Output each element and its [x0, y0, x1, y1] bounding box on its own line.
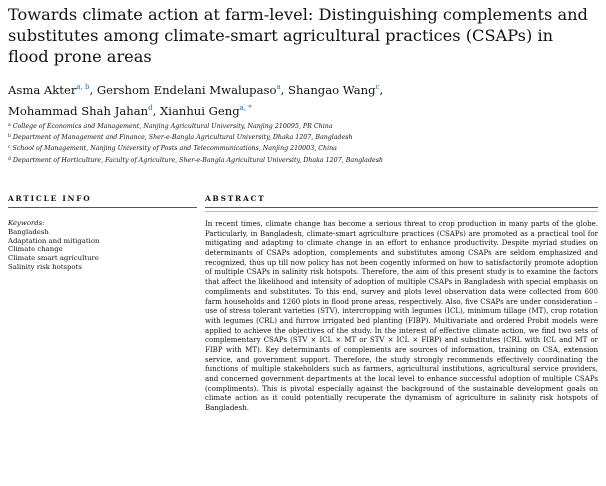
abstract-rule — [205, 207, 598, 208]
keyword-item: Bangladesh — [8, 227, 49, 236]
affiliation-text: Department of Management and Finance, Sher-e-Bangla Agricultural University, Dhaka 1207, Bangladesh — [12, 134, 353, 142]
author-affiliation-mark[interactable]: d — [148, 104, 153, 112]
author-affiliation-mark[interactable]: c — [375, 83, 380, 91]
affiliation-item — [8, 155, 598, 166]
author-3[interactable] — [8, 104, 153, 118]
author-name: Mohammad Shah Jahan — [8, 104, 149, 118]
author-0[interactable] — [8, 83, 89, 97]
affiliation-text: School of Management, Nanjing University of Posts and Telecommunications, Nanjing 210003, China — [12, 145, 337, 153]
affiliation-mark: a — [8, 123, 11, 128]
author-separator: , — [280, 83, 289, 97]
author-affiliation-mark[interactable]: a — [276, 83, 281, 91]
keyword-item: Climate change — [8, 245, 63, 254]
keywords-list — [8, 228, 197, 272]
author-4[interactable] — [160, 104, 252, 118]
affiliation-item — [8, 143, 598, 154]
author-affiliation-mark[interactable]: a, * — [239, 104, 252, 112]
affiliation-mark: b — [8, 134, 11, 140]
affiliation-text: Department of Horticulture, Faculty of Agriculture, Sher-e-Bangla Agricultural University, Dhaka 1207, Bangladesh — [12, 156, 383, 164]
abstract-subrule — [205, 211, 598, 212]
author-name: Shangao Wang — [288, 83, 376, 97]
article-info-rule — [8, 207, 197, 208]
keyword-item: Climate smart agriculture — [8, 254, 99, 263]
affiliation-mark: c — [8, 145, 11, 151]
author-1[interactable] — [97, 83, 281, 97]
affiliation-mark: d — [8, 156, 11, 162]
affiliation-text: College of Economics and Management, Nanjing Agricultural University, Nanjing 210095, PR China — [12, 123, 333, 130]
keywords-label: Keywords: — [8, 219, 45, 227]
author-separator: , — [152, 104, 160, 118]
author-list — [8, 78, 598, 120]
affiliation-list — [8, 121, 598, 166]
author-name: Gershom Endelani Mwalupaso — [96, 83, 277, 97]
affiliation-item — [8, 121, 598, 132]
affiliation-item — [8, 132, 598, 143]
keyword-item: Salinity risk hotspots — [8, 262, 82, 271]
author-name: Xianhui Geng — [159, 104, 240, 118]
author-affiliation-mark[interactable]: a, b — [76, 83, 90, 91]
keyword-item: Adaptation and mitigation — [8, 236, 100, 245]
abstract-heading: ABSTRACT — [205, 194, 266, 203]
author-separator: , — [379, 83, 384, 97]
author-2[interactable] — [288, 83, 379, 97]
author-name: Asma Akter — [8, 83, 77, 97]
keywords-block — [8, 219, 197, 272]
paper-title: Towards climate action at farm-level: Distinguishing complements and substitutes among climate-smart agricultural practices (CSAPs) in flood prone areas — [8, 5, 588, 66]
author-separator: , — [89, 83, 97, 97]
abstract-text: In recent times, climate change has become a serious threat to crop production in many parts of the globe. Particularly, in Bangladesh, climate-smart agriculture practices (CSAPs) are promoted as a practical tool for mitigating and adapting to climate change in an effort to enhance productivity. Despite myriad studies on determinants of CSAPs adoption, complements and substitutes among CSAPs are seldom emphasized and recognized, thus up till now policy has not been cogently informed on how to satisfactorily promote adoption of multiple CSAPs in salinity risk hotspots. Therefore, the aim of this present study is to examine the factors that affect the likelihood and intensity of adoption of multiple CSAPs in Bangladesh with special emphasis on compliments and substitutes. To this end, survey and plots level observation data were collected from 600 farm households and 1260 plots in flood prone areas, respectively. Also, five CSAPs are under consideration – use of stress tolerant varieties (STV), intercropping with legumes (ICL), minimum tillage (MT), crop rotation with legumes (CRL) and furrow irrigated bed planting (FIBP). Multivariate and ordered Probit models were applied to achieve the objectives of the study. In the interest of effective climate action, we find two sets of complementary CSAPs (STV × ICL × MT or STV × ICL × FIBP) and substitutes (CRL with ICL and MT or FIBP with MT). Key determinants of complements are sources of information, training on CSA, extension service, and government support. Therefore, the study strongly recommends effectively coordinating the functions of multiple stakeholders such as farmers, agricultural institutions, agricultural service providers, and concerned government departments at the local level to enhance successful adoption of multiple CSAPs (compliments). This is pivotal especially against the background of the sustainable development goals on climate action as it could potentially recuperate the dynamism of agriculture in salinity risk hotspots of Bangladesh. — [205, 219, 598, 413]
article-info-heading: ARTICLE INFO — [8, 194, 92, 203]
